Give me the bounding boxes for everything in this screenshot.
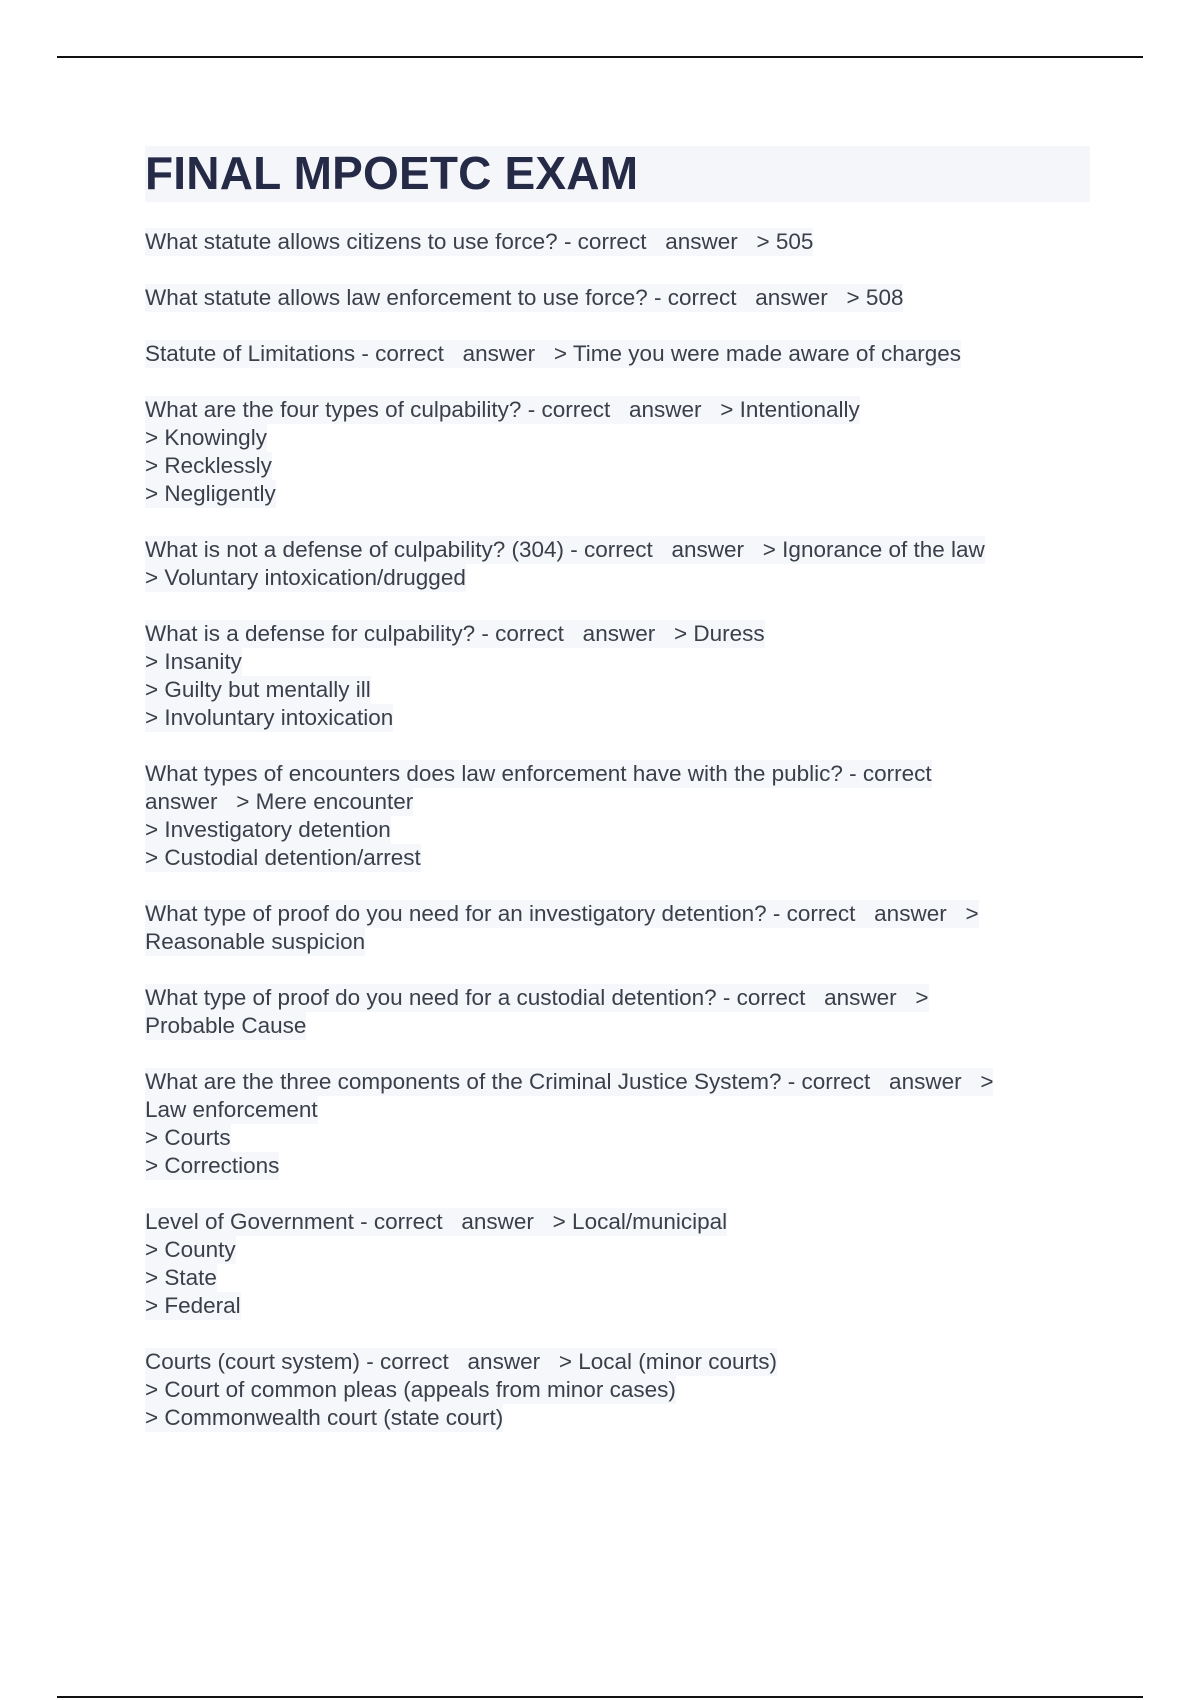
- bottom-page-rule: [57, 1696, 1143, 1698]
- qa-line: What are the three components of the Criminal Justice System? - correct answer >: [145, 1069, 994, 1094]
- qa-line: > Investigatory detention: [145, 817, 391, 842]
- qa-line: Statute of Limitations - correct answer > Time you were made aware of charges: [145, 341, 961, 366]
- qa-line: > Federal: [145, 1293, 241, 1318]
- qa-entry-9: [145, 984, 1090, 1040]
- qa-entry-11: [145, 1208, 1090, 1320]
- qa-line: > Insanity: [145, 649, 242, 674]
- qa-line: What type of proof do you need for a custodial detention? - correct answer >: [145, 985, 929, 1010]
- qa-line: What statute allows law enforcement to use force? - correct answer > 508: [145, 285, 904, 310]
- top-page-rule: [57, 56, 1143, 58]
- qa-line: Probable Cause: [145, 1013, 307, 1038]
- document-body: [145, 146, 1090, 1460]
- qa-line: > County: [145, 1237, 236, 1262]
- qa-line: What type of proof do you need for an investigatory detention? - correct answer >: [145, 901, 979, 926]
- qa-line: What is not a defense of culpability? (304) - correct answer > Ignorance of the law: [145, 537, 985, 562]
- qa-entry-3: [145, 340, 1090, 368]
- qa-line: What are the four types of culpability? - correct answer > Intentionally: [145, 397, 860, 422]
- qa-line: Reasonable suspicion: [145, 929, 366, 954]
- qa-line: What statute allows citizens to use force? - correct answer > 505: [145, 229, 814, 254]
- qa-line: > Courts: [145, 1125, 231, 1150]
- qa-line: What is a defense for culpability? - correct answer > Duress: [145, 621, 765, 646]
- qa-line: answer > Mere encounter: [145, 789, 414, 814]
- qa-entry-1: [145, 228, 1090, 256]
- qa-line: > Involuntary intoxication: [145, 705, 394, 730]
- qa-line: > Knowingly: [145, 425, 267, 450]
- qa-line: > Custodial detention/arrest: [145, 845, 421, 870]
- qa-line: > Corrections: [145, 1153, 280, 1178]
- qa-entry-2: [145, 284, 1090, 312]
- qa-line: > Court of common pleas (appeals from minor cases): [145, 1377, 676, 1402]
- qa-line: > Commonwealth court (state court): [145, 1405, 504, 1430]
- qa-line: > Voluntary intoxication/drugged: [145, 565, 466, 590]
- qa-line: > Guilty but mentally ill: [145, 677, 371, 702]
- document-title: FINAL MPOETC EXAM: [145, 146, 1090, 202]
- qa-line: Level of Government - correct answer > Local/municipal: [145, 1209, 728, 1234]
- qa-line: What types of encounters does law enforcement have with the public? - correct: [145, 761, 932, 786]
- qa-entry-5: [145, 536, 1090, 592]
- qa-line: Courts (court system) - correct answer > Local (minor courts): [145, 1349, 778, 1374]
- qa-entry-4: [145, 396, 1090, 508]
- qa-line: > Recklessly: [145, 453, 272, 478]
- qa-line: > State: [145, 1265, 217, 1290]
- qa-entry-8: [145, 900, 1090, 956]
- qa-line: Law enforcement: [145, 1097, 318, 1122]
- qa-entry-10: [145, 1068, 1090, 1180]
- qa-entry-12: [145, 1348, 1090, 1432]
- qa-entry-6: [145, 620, 1090, 732]
- qa-line: > Negligently: [145, 481, 276, 506]
- qa-entry-7: [145, 760, 1090, 872]
